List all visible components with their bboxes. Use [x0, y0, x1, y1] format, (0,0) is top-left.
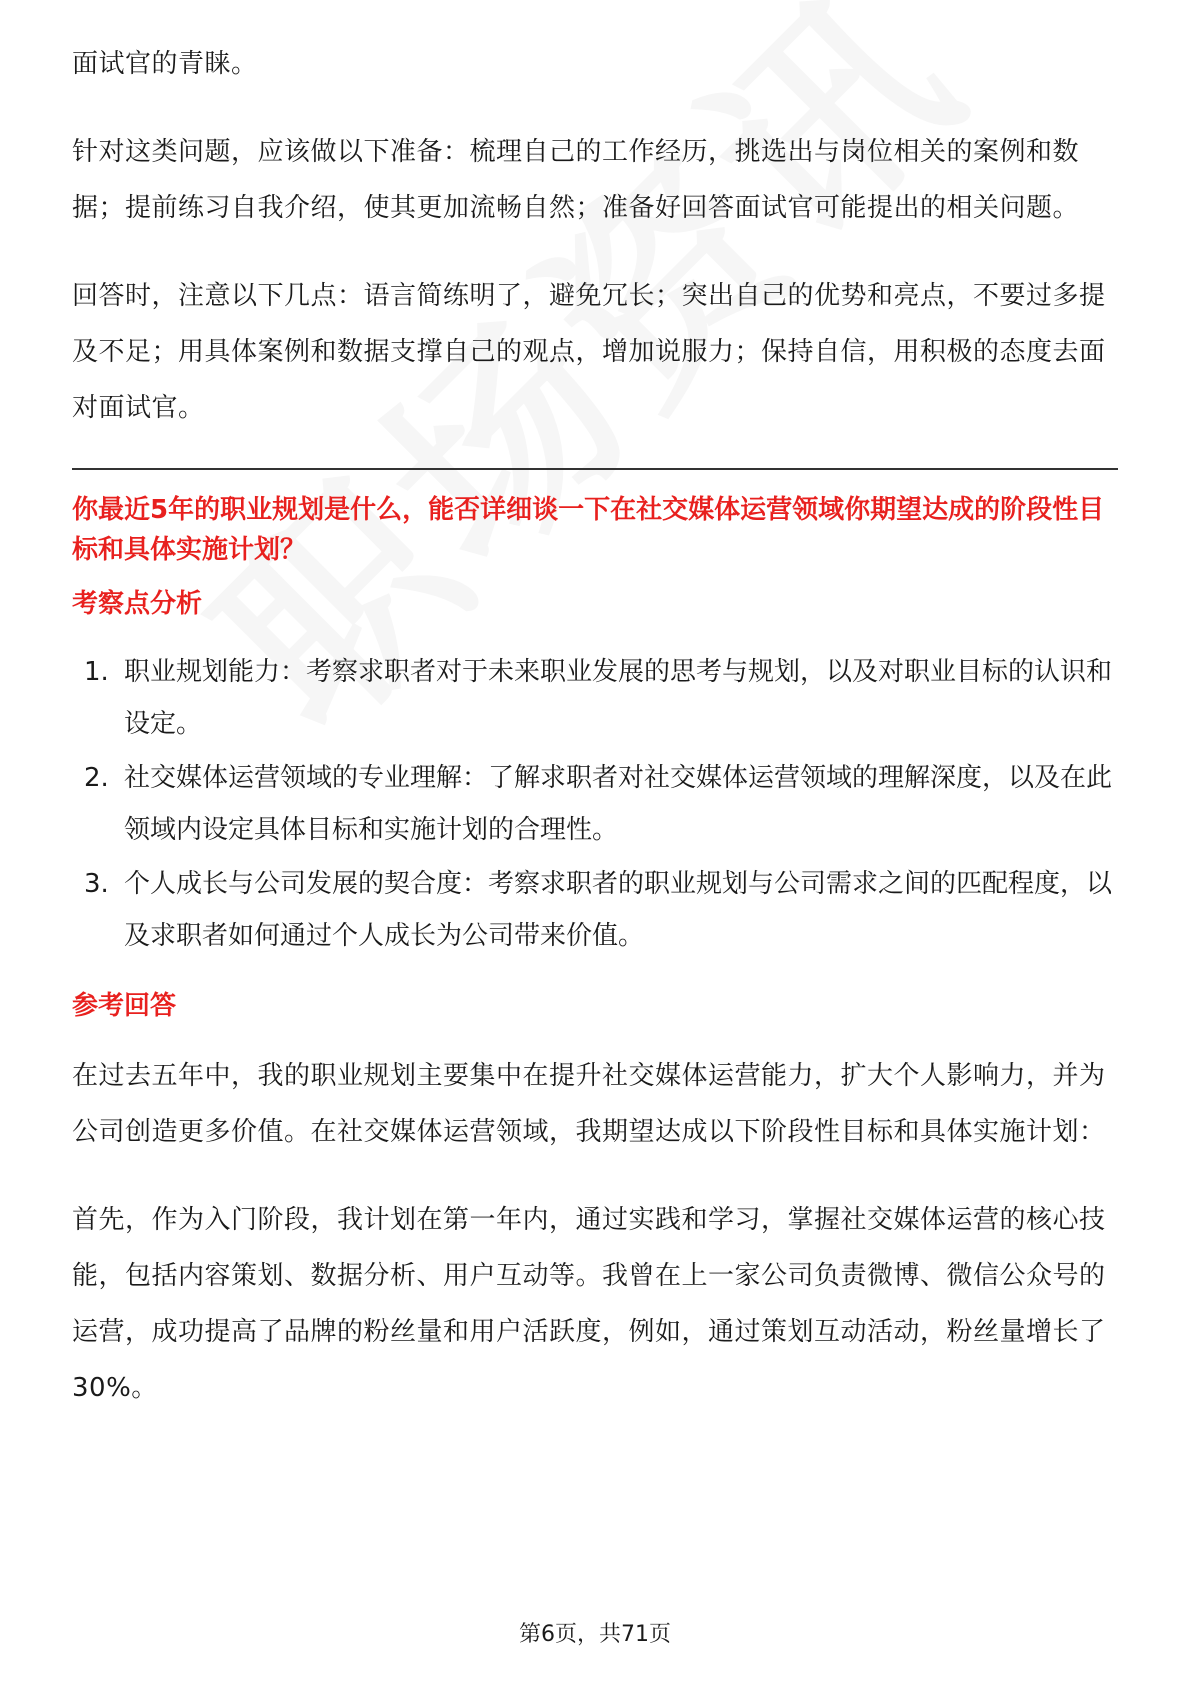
list-item-text: 社交媒体运营领域的专业理解：了解求职者对社交媒体运营领域的理解深度，以及在此领域内设定具体目标和实施计划的合理性。	[124, 763, 1113, 845]
analysis-list	[72, 646, 1118, 962]
section-divider	[72, 468, 1118, 470]
answer-title: 参考回答	[72, 991, 177, 1021]
intro-paragraph-3: 回答时，注意以下几点：语言简练明了，避免冗长；突出自己的优势和亮点，不要过多提及不足；用具体案例和数据支撑自己的观点，增加说服力；保持自信，用积极的态度去面对面试官。	[72, 281, 1106, 423]
list-item-number: 3.	[84, 869, 109, 899]
list-item	[72, 646, 1118, 750]
question-heading: 你最近5年的职业规划是什么，能否详细谈一下在社交媒体运营领域你期望达成的阶段性目标和具体实施计划？	[72, 495, 1105, 565]
list-item-number: 2.	[84, 763, 109, 793]
analysis-title: 考察点分析	[72, 589, 203, 619]
answer-paragraph-1: 在过去五年中，我的职业规划主要集中在提升社交媒体运营能力，扩大个人影响力，并为公司创造更多价值。在社交媒体运营领域，我期望达成以下阶段性目标和具体实施计划：	[72, 1061, 1106, 1147]
intro-paragraph-2: 针对这类问题，应该做以下准备：梳理自己的工作经历，挑选出与岗位相关的案例和数据；提前练习自我介绍，使其更加流畅自然；准备好回答面试官可能提出的相关问题。	[72, 137, 1080, 223]
list-item-text: 个人成长与公司发展的契合度：考察求职者的职业规划与公司需求之间的匹配程度，以及求职者如何通过个人成长为公司带来价值。	[124, 869, 1113, 951]
page-footer: 第6页，共71页	[519, 1622, 671, 1647]
list-item-number: 1.	[84, 657, 109, 687]
page-content	[72, 36, 1118, 1448]
intro-paragraph-1: 面试官的青睐。	[72, 49, 258, 79]
list-item	[72, 858, 1118, 962]
list-item	[72, 752, 1118, 856]
answer-paragraph-2: 首先，作为入门阶段，我计划在第一年内，通过实践和学习，掌握社交媒体运营的核心技能，包括内容策划、数据分析、用户互动等。我曾在上一家公司负责微博、微信公众号的运营，成功提高了品牌的粉丝量和用户活跃度，例如，通过策划互动活动，粉丝量增长了30%。	[72, 1205, 1106, 1403]
list-item-text: 职业规划能力：考察求职者对于未来职业发展的思考与规划，以及对职业目标的认识和设定。	[124, 657, 1113, 739]
